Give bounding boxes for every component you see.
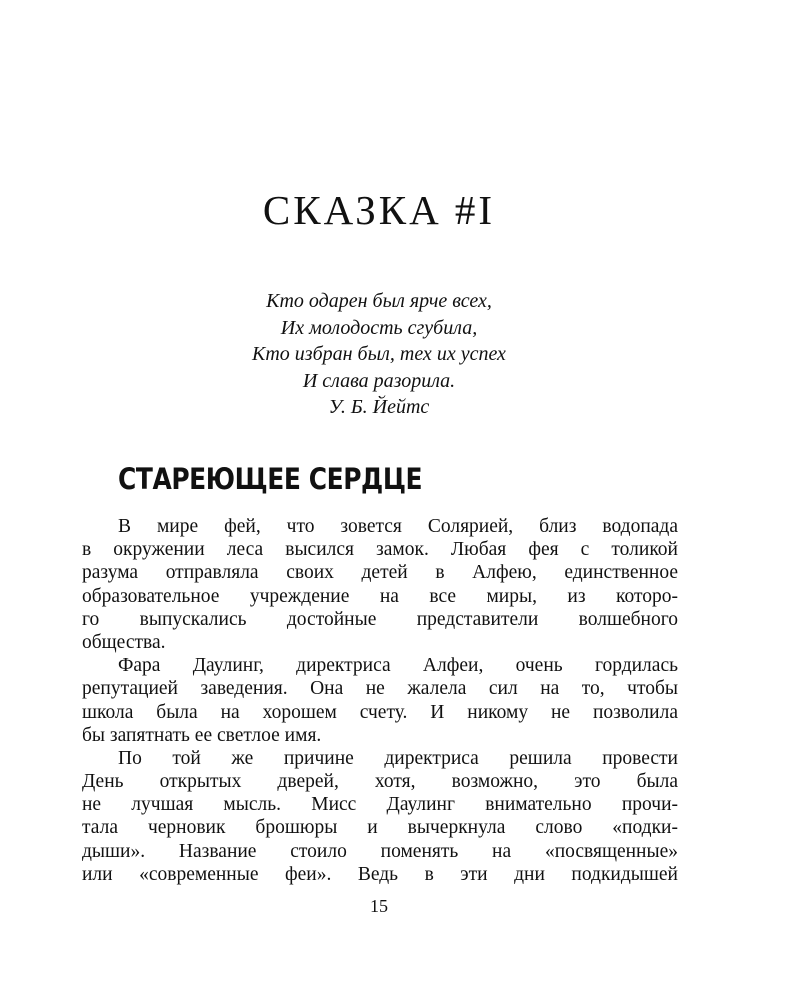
epigraph-line: И слава разорила. (302, 369, 456, 392)
epigraph-line: Их молодость сгубила, (280, 316, 478, 339)
epigraph-line: Кто избран был, тех их успех (252, 343, 506, 365)
paragraph-line: образовательное учреждение на все миры, из которо- (82, 585, 678, 607)
epigraph-attribution: У. Б. Йейтс (328, 396, 430, 418)
paragraph-line: в окружении леса высился замок. Любая фея с толикой (82, 539, 678, 561)
body-text (82, 515, 678, 886)
paragraph-line: общества. (82, 631, 166, 653)
paragraph-line: бы запятнать ее светлое имя. (82, 724, 322, 746)
page-number: 15 (370, 896, 388, 916)
paragraph-line: тала черновик брошюры и вычеркнула слово «подки- (82, 817, 678, 839)
paragraph-line: В мире фей, что зовется Солярией, близ водопада (118, 516, 678, 537)
paragraph-line: или «современные феи». Ведь в эти дни подкидышей (82, 863, 678, 885)
paragraph-line: репутацией заведения. Она не жалела сил на то, чтобы (82, 678, 678, 700)
paragraph-line: По той же причине директриса решила провести (118, 747, 678, 769)
paragraph-line: разума отправляла своих детей в Алфею, единственное (82, 562, 678, 584)
paragraph-line: школа была на хорошем счету. И никому не позволила (82, 701, 678, 723)
paragraph-line: дыши». Название стоило поменять на «посвященные» (82, 840, 678, 862)
epigraph (0, 288, 758, 421)
paragraph-line: День открытых дверей, хотя, возможно, это была (82, 771, 678, 793)
paragraph-line: го выпускались достойные представители волшебного (82, 608, 678, 630)
section-title: СТАРЕЮЩЕЕ СЕРДЦЕ (118, 462, 423, 496)
epigraph-line: Кто одарен был ярче всех, (266, 290, 492, 312)
chapter-title: СКАЗКА #I (262, 187, 496, 233)
paragraph-line: не лучшая мысль. Мисс Даулинг внимательно прочи- (82, 794, 678, 816)
paragraph-line: Фара Даулинг, директриса Алфеи, очень гордилась (118, 655, 678, 677)
